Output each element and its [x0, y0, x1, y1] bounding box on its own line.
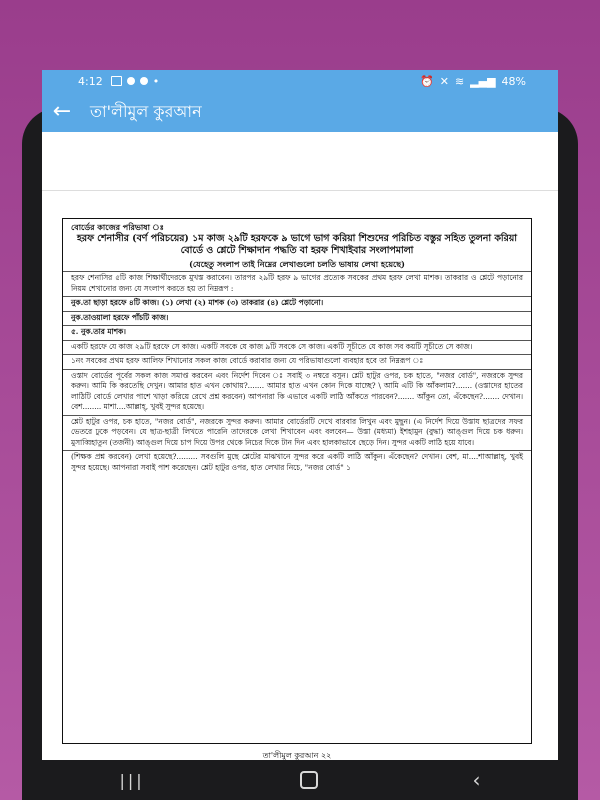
status-time: 4:12	[78, 74, 103, 88]
back-arrow-icon[interactable]: ←	[52, 99, 72, 124]
image-notification-icon	[111, 76, 122, 86]
wifi-icon: ≋	[454, 74, 465, 88]
alarm-icon: ⏰	[420, 74, 434, 88]
status-bar	[42, 70, 558, 92]
book-page	[62, 218, 538, 788]
facebook-notification-icon	[127, 77, 135, 85]
navigation-bar	[42, 760, 558, 800]
signal-icon: ▂▄▆	[470, 74, 496, 88]
paragraph: ১নং সবকের প্রথম হরফ আলিফ শিখানোর সকল কাজ বোর্ডে করাবার জন্য যে পরিভাষাগুলো ব্যবহার হবে তা নিম্নরূপ ঃ	[63, 354, 531, 369]
more-dot-icon: •	[152, 74, 160, 88]
paragraph: ৫. নুক.তার মাশক।	[63, 325, 531, 340]
paragraph: নুক.তা ছাড়া হরফে ৪টি কাজ। (১) লেখা (২) মাশক (৩) তাকরার (৪) শ্লেটে পড়ানো।	[63, 296, 531, 311]
section-label: বোর্ডের কাজের পরিভাষা ঃ	[71, 222, 164, 232]
device-screen	[42, 70, 558, 800]
paragraph: নুক.তাওয়ালা হরফে পাঁচটি কাজ।	[63, 311, 531, 326]
system-icons	[420, 75, 526, 88]
app-title: তা'লীমুল কুরআন	[90, 101, 202, 121]
paragraph: শ্লেট হাটুর ওপর, চক হাতে, "নজর বোর্ড", নজরকে সুন্দর করুন। আমার বোর্ডেরটি দেখে বারবার লিখুন এবং মুছুন। (এ নির্দেশ দিয়ে উস্তায ছাত্রদের সফর ভেতরে ঢুকে পড়বেন। যে ছাত্র-ছাত্রী লিখতে পারেনি তাদেরকে লেখা শিখাবেন এবং বলবেন— উস্তা (মধ্যমা) ইশহামুন (বুদ্ধা) আঙ্গুল দিয়ে চক ধরুন। মুসাব্বিহাতুন (তর্জনী) আঙ্গুল দিয়ে চাপ দিয়ে উপর থেকে নিচের দিকে টান দিন এবং হালকাভাবে ছেড়ে দিন। সুন্দর একটি লাঠি হয়ে যাবে।	[63, 415, 531, 451]
app-bar	[42, 92, 558, 132]
back-nav-icon[interactable]: ‹	[472, 768, 481, 792]
paragraph: ওস্তাদ বোর্ডের পূর্বের সকল কাজ সমাপ্ত করবেন এবং নির্দেশ দিবেন ঃ সবাই ৩ নম্বরে বসুন। শ্লেট হাটুর ওপর, চক হাতে, "নজর বোর্ড", নজরকে সুন্দর করুন। আমি কি করতেছি দেখুন। আমার হাত এখন কোথায়?....... আমার হাত এখন কোন দিকে যাচ্ছে? \ আমি এটি কি আঁকলাম?....... (ওস্তাদের হাতের লাঠিটি বোর্ডে লেখার পাশে খাড়া করিয়ে রেখে প্রশ্ন করবেন) আপনারা কি এভাবে একটি লাঠি আঁকতে পারবেন?....... আঁকুন তো, এঁকেছেন?....... দেখান। বেশ........ মাশা....আল্লাহ্, খুবই সুন্দর হয়েছে।	[63, 369, 531, 415]
messenger-notification-icon	[140, 77, 148, 85]
banner-ad-area	[42, 132, 558, 191]
battery-percent: 48%	[501, 74, 526, 88]
mute-icon: ✕	[439, 74, 449, 88]
page-content-box	[62, 218, 532, 744]
page-caption: তা'লীমুল কুরআন ২২	[262, 751, 332, 760]
recents-icon[interactable]: |||	[119, 770, 145, 790]
page-subheading: (যেহেতু সংলাপ তাই নিম্নের লেখাগুলো চলতি ভাষায় লেখা হয়েছে)	[189, 258, 405, 269]
paragraph: একটি হরফে যে কাজ ২৯টি হরফে সে কাজ। একটি সবকে যে কাজ ৯টি সবকে সে কাজ। একটি সূচীতে যে কাজ সব কয়টি সূচীতে সে কাজ।	[63, 340, 531, 355]
paragraph: (শিক্ষক প্রশ্ন করবেন) লেখা হয়েছে?......... সবগুলি মুছে শ্লেটের মাঝখানে সুন্দর করে একটি লাঠি আঁকুন। এঁকেছেন? দেখান। বেশ, মা....শাআল্লাহ্, খুবই সুন্দর হয়েছে। আপনারা সবাই পাশ করেছেন। শ্লেট হাটুর ওপর, হাত লেখার নিচে, "নজর বোর্ড" ১	[63, 450, 531, 475]
paragraph: হরফ শেনাসির ৫টি কাজ শিক্ষার্থীদেরকে মুখস্ত করাবেন। তারপর ২৯টি হরফ ৯ ভাগের প্রত্যেক সবকের প্রথম হরফ লেখা মাশক। তাকরার ও শ্লেটে পড়ানোর নিয়ম শেখানোর জন্য যে সংলাপ করতে হয় তা নিম্নরূপ :	[63, 271, 531, 296]
page-heading: হরফ শেনাসীর (বর্ণ পরিচয়ের) ১ম কাজ ২৯টি হরফকে ৯ ভাগে ভাগ করিয়া শিশুদের পরিচিত বস্তুর সহিত তুলনা করিয়া বোর্ডে ও শ্লেটে শিক্ষাদান পদ্ধতি বা হরফ শিখাইবার সংলাপমালা	[76, 232, 517, 256]
home-icon[interactable]	[300, 771, 318, 789]
notification-icons	[111, 75, 160, 88]
